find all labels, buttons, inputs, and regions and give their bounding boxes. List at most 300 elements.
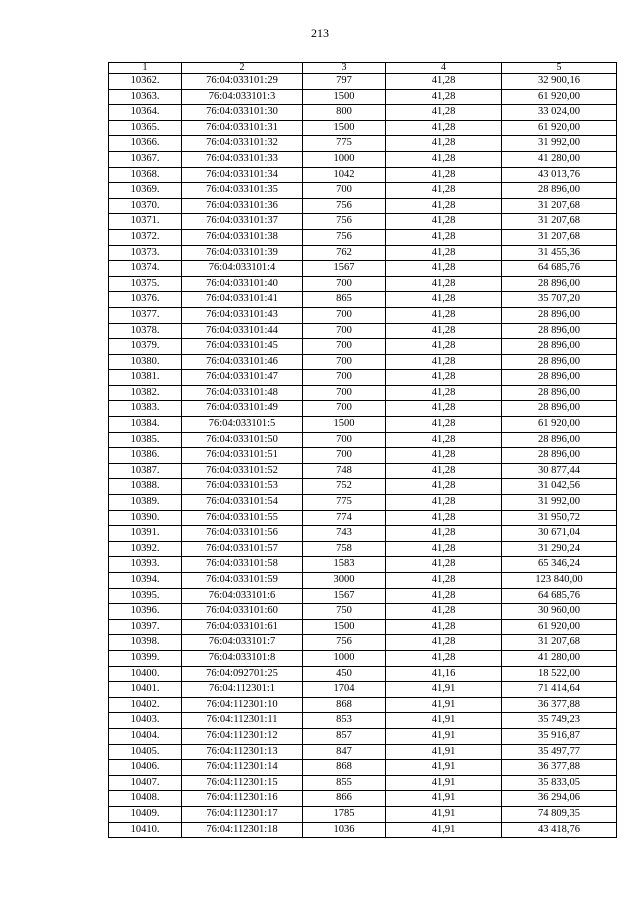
row-number-cell: 10395. bbox=[109, 588, 182, 604]
cadastral-number-cell: 76:04:033101:43 bbox=[182, 307, 303, 323]
row-number-cell: 10380. bbox=[109, 354, 182, 370]
table-row bbox=[109, 526, 617, 542]
rate-cell: 41,28 bbox=[386, 370, 502, 386]
amount-cell: 18 522,00 bbox=[502, 666, 617, 682]
row-number-cell: 10371. bbox=[109, 214, 182, 230]
cadastral-number-cell: 76:04:033101:37 bbox=[182, 214, 303, 230]
rate-cell: 41,28 bbox=[386, 588, 502, 604]
row-number-cell: 10373. bbox=[109, 245, 182, 261]
area-cell: 750 bbox=[303, 604, 386, 620]
table-row bbox=[109, 448, 617, 464]
cadastral-number-cell: 76:04:033101:39 bbox=[182, 245, 303, 261]
table-row bbox=[109, 432, 617, 448]
rate-cell: 41,28 bbox=[386, 385, 502, 401]
rate-cell: 41,91 bbox=[386, 806, 502, 822]
area-cell: 1000 bbox=[303, 151, 386, 167]
table-row bbox=[109, 479, 617, 495]
header-row bbox=[109, 63, 617, 74]
row-number-cell: 10387. bbox=[109, 463, 182, 479]
column-header-5: 5 bbox=[502, 63, 617, 74]
area-cell: 1500 bbox=[303, 89, 386, 105]
table-row bbox=[109, 510, 617, 526]
amount-cell: 74 809,35 bbox=[502, 806, 617, 822]
amount-cell: 28 896,00 bbox=[502, 183, 617, 199]
table-row bbox=[109, 245, 617, 261]
rate-cell: 41,91 bbox=[386, 713, 502, 729]
amount-cell: 41 280,00 bbox=[502, 650, 617, 666]
amount-cell: 35 833,05 bbox=[502, 775, 617, 791]
area-cell: 855 bbox=[303, 775, 386, 791]
cadastral-number-cell: 76:04:033101:30 bbox=[182, 105, 303, 121]
table-row bbox=[109, 167, 617, 183]
rate-cell: 41,28 bbox=[386, 510, 502, 526]
amount-cell: 31 207,68 bbox=[502, 635, 617, 651]
amount-cell: 36 377,88 bbox=[502, 697, 617, 713]
row-number-cell: 10393. bbox=[109, 557, 182, 573]
table-row bbox=[109, 229, 617, 245]
cadastral-number-cell: 76:04:033101:34 bbox=[182, 167, 303, 183]
area-cell: 758 bbox=[303, 541, 386, 557]
area-cell: 865 bbox=[303, 292, 386, 308]
amount-cell: 35 749,23 bbox=[502, 713, 617, 729]
rate-cell: 41,91 bbox=[386, 728, 502, 744]
row-number-cell: 10386. bbox=[109, 448, 182, 464]
rate-cell: 41,28 bbox=[386, 276, 502, 292]
table-row bbox=[109, 339, 617, 355]
row-number-cell: 10370. bbox=[109, 198, 182, 214]
amount-cell: 36 377,88 bbox=[502, 760, 617, 776]
row-number-cell: 10365. bbox=[109, 120, 182, 136]
row-number-cell: 10378. bbox=[109, 323, 182, 339]
row-number-cell: 10363. bbox=[109, 89, 182, 105]
cadastral-number-cell: 76:04:033101:3 bbox=[182, 89, 303, 105]
area-cell: 775 bbox=[303, 136, 386, 152]
area-cell: 868 bbox=[303, 760, 386, 776]
cadastral-number-cell: 76:04:033101:47 bbox=[182, 370, 303, 386]
rate-cell: 41,28 bbox=[386, 323, 502, 339]
area-cell: 700 bbox=[303, 307, 386, 323]
column-header-2: 2 bbox=[182, 63, 303, 74]
column-header-1: 1 bbox=[109, 63, 182, 74]
table-row bbox=[109, 650, 617, 666]
area-cell: 1500 bbox=[303, 417, 386, 433]
row-number-cell: 10374. bbox=[109, 261, 182, 277]
area-cell: 800 bbox=[303, 105, 386, 121]
cadastral-number-cell: 76:04:033101:4 bbox=[182, 261, 303, 277]
rate-cell: 41,28 bbox=[386, 214, 502, 230]
area-cell: 3000 bbox=[303, 573, 386, 589]
table-row bbox=[109, 775, 617, 791]
cadastral-number-cell: 76:04:112301:17 bbox=[182, 806, 303, 822]
area-cell: 756 bbox=[303, 635, 386, 651]
amount-cell: 28 896,00 bbox=[502, 354, 617, 370]
page-number: 213 bbox=[311, 26, 329, 40]
row-number-cell: 10407. bbox=[109, 775, 182, 791]
area-cell: 1785 bbox=[303, 806, 386, 822]
table-row bbox=[109, 463, 617, 479]
rate-cell: 41,28 bbox=[386, 479, 502, 495]
rate-cell: 41,28 bbox=[386, 229, 502, 245]
row-number-cell: 10367. bbox=[109, 151, 182, 167]
area-cell: 743 bbox=[303, 526, 386, 542]
rate-cell: 41,28 bbox=[386, 541, 502, 557]
row-number-cell: 10366. bbox=[109, 136, 182, 152]
cadastral-number-cell: 76:04:033101:8 bbox=[182, 650, 303, 666]
area-cell: 700 bbox=[303, 354, 386, 370]
area-cell: 1704 bbox=[303, 682, 386, 698]
table-row bbox=[109, 323, 617, 339]
cadastral-number-cell: 76:04:033101:33 bbox=[182, 151, 303, 167]
area-cell: 700 bbox=[303, 339, 386, 355]
area-cell: 1042 bbox=[303, 167, 386, 183]
cadastral-number-cell: 76:04:033101:35 bbox=[182, 183, 303, 199]
area-cell: 700 bbox=[303, 401, 386, 417]
table-row bbox=[109, 557, 617, 573]
table-row bbox=[109, 822, 617, 838]
rate-cell: 41,28 bbox=[386, 463, 502, 479]
amount-cell: 65 346,24 bbox=[502, 557, 617, 573]
rate-cell: 41,28 bbox=[386, 307, 502, 323]
cadastral-number-cell: 76:04:033101:41 bbox=[182, 292, 303, 308]
amount-cell: 31 992,00 bbox=[502, 136, 617, 152]
amount-cell: 64 685,76 bbox=[502, 261, 617, 277]
cadastral-number-cell: 76:04:112301:15 bbox=[182, 775, 303, 791]
cadastral-number-cell: 76:04:033101:53 bbox=[182, 479, 303, 495]
cadastral-number-cell: 76:04:112301:18 bbox=[182, 822, 303, 838]
row-number-cell: 10402. bbox=[109, 697, 182, 713]
amount-cell: 33 024,00 bbox=[502, 105, 617, 121]
area-cell: 1000 bbox=[303, 650, 386, 666]
table-row bbox=[109, 292, 617, 308]
table-row bbox=[109, 791, 617, 807]
area-cell: 700 bbox=[303, 323, 386, 339]
area-cell: 700 bbox=[303, 183, 386, 199]
table-row bbox=[109, 74, 617, 90]
area-cell: 866 bbox=[303, 791, 386, 807]
table-row bbox=[109, 541, 617, 557]
table-row bbox=[109, 151, 617, 167]
row-number-cell: 10394. bbox=[109, 573, 182, 589]
table-row bbox=[109, 713, 617, 729]
table-row bbox=[109, 417, 617, 433]
row-number-cell: 10362. bbox=[109, 74, 182, 90]
rate-cell: 41,28 bbox=[386, 526, 502, 542]
area-cell: 756 bbox=[303, 229, 386, 245]
cadastral-number-cell: 76:04:033101:32 bbox=[182, 136, 303, 152]
row-number-cell: 10399. bbox=[109, 650, 182, 666]
row-number-cell: 10376. bbox=[109, 292, 182, 308]
cadastral-number-cell: 76:04:033101:57 bbox=[182, 541, 303, 557]
table-row bbox=[109, 697, 617, 713]
rate-cell: 41,28 bbox=[386, 573, 502, 589]
area-cell: 700 bbox=[303, 276, 386, 292]
amount-cell: 31 207,68 bbox=[502, 229, 617, 245]
amount-cell: 35 707,20 bbox=[502, 292, 617, 308]
area-cell: 847 bbox=[303, 744, 386, 760]
table-row bbox=[109, 495, 617, 511]
column-header-3: 3 bbox=[303, 63, 386, 74]
data-table bbox=[108, 62, 617, 838]
amount-cell: 31 992,00 bbox=[502, 495, 617, 511]
rate-cell: 41,91 bbox=[386, 760, 502, 776]
rate-cell: 41,28 bbox=[386, 432, 502, 448]
amount-cell: 31 950,72 bbox=[502, 510, 617, 526]
rate-cell: 41,91 bbox=[386, 697, 502, 713]
amount-cell: 61 920,00 bbox=[502, 120, 617, 136]
area-cell: 797 bbox=[303, 74, 386, 90]
rate-cell: 41,28 bbox=[386, 650, 502, 666]
amount-cell: 28 896,00 bbox=[502, 370, 617, 386]
row-number-cell: 10410. bbox=[109, 822, 182, 838]
area-cell: 700 bbox=[303, 448, 386, 464]
row-number-cell: 10398. bbox=[109, 635, 182, 651]
cadastral-number-cell: 76:04:112301:10 bbox=[182, 697, 303, 713]
row-number-cell: 10388. bbox=[109, 479, 182, 495]
cadastral-number-cell: 76:04:033101:29 bbox=[182, 74, 303, 90]
amount-cell: 31 042,56 bbox=[502, 479, 617, 495]
amount-cell: 31 455,36 bbox=[502, 245, 617, 261]
amount-cell: 61 920,00 bbox=[502, 89, 617, 105]
rate-cell: 41,28 bbox=[386, 604, 502, 620]
amount-cell: 61 920,00 bbox=[502, 619, 617, 635]
row-number-cell: 10364. bbox=[109, 105, 182, 121]
row-number-cell: 10390. bbox=[109, 510, 182, 526]
area-cell: 868 bbox=[303, 697, 386, 713]
table-row bbox=[109, 385, 617, 401]
rate-cell: 41,91 bbox=[386, 791, 502, 807]
area-cell: 1500 bbox=[303, 619, 386, 635]
row-number-cell: 10391. bbox=[109, 526, 182, 542]
table-row bbox=[109, 744, 617, 760]
cadastral-number-cell: 76:04:033101:38 bbox=[182, 229, 303, 245]
table-row bbox=[109, 307, 617, 323]
row-number-cell: 10408. bbox=[109, 791, 182, 807]
area-cell: 700 bbox=[303, 432, 386, 448]
rate-cell: 41,28 bbox=[386, 261, 502, 277]
cadastral-number-cell: 76:04:033101:61 bbox=[182, 619, 303, 635]
table-header bbox=[109, 63, 617, 74]
amount-cell: 28 896,00 bbox=[502, 307, 617, 323]
amount-cell: 28 896,00 bbox=[502, 385, 617, 401]
table-row bbox=[109, 183, 617, 199]
row-number-cell: 10403. bbox=[109, 713, 182, 729]
cadastral-number-cell: 76:04:112301:1 bbox=[182, 682, 303, 698]
row-number-cell: 10372. bbox=[109, 229, 182, 245]
cadastral-number-cell: 76:04:033101:49 bbox=[182, 401, 303, 417]
rate-cell: 41,28 bbox=[386, 557, 502, 573]
amount-cell: 123 840,00 bbox=[502, 573, 617, 589]
rate-cell: 41,28 bbox=[386, 136, 502, 152]
cadastral-number-cell: 76:04:112301:12 bbox=[182, 728, 303, 744]
table-row bbox=[109, 136, 617, 152]
row-number-cell: 10389. bbox=[109, 495, 182, 511]
cadastral-number-cell: 76:04:033101:5 bbox=[182, 417, 303, 433]
row-number-cell: 10369. bbox=[109, 183, 182, 199]
rate-cell: 41,28 bbox=[386, 167, 502, 183]
row-number-cell: 10406. bbox=[109, 760, 182, 776]
rate-cell: 41,28 bbox=[386, 401, 502, 417]
area-cell: 775 bbox=[303, 495, 386, 511]
amount-cell: 71 414,64 bbox=[502, 682, 617, 698]
table-row bbox=[109, 370, 617, 386]
amount-cell: 41 280,00 bbox=[502, 151, 617, 167]
rate-cell: 41,28 bbox=[386, 448, 502, 464]
rate-cell: 41,28 bbox=[386, 354, 502, 370]
amount-cell: 30 960,00 bbox=[502, 604, 617, 620]
table-row bbox=[109, 604, 617, 620]
cadastral-number-cell: 76:04:033101:6 bbox=[182, 588, 303, 604]
area-cell: 756 bbox=[303, 214, 386, 230]
table-row bbox=[109, 588, 617, 604]
table-row bbox=[109, 806, 617, 822]
amount-cell: 64 685,76 bbox=[502, 588, 617, 604]
table-row bbox=[109, 198, 617, 214]
cadastral-number-cell: 76:04:033101:56 bbox=[182, 526, 303, 542]
rate-cell: 41,28 bbox=[386, 339, 502, 355]
cadastral-number-cell: 76:04:112301:14 bbox=[182, 760, 303, 776]
rate-cell: 41,16 bbox=[386, 666, 502, 682]
rate-cell: 41,28 bbox=[386, 198, 502, 214]
cadastral-number-cell: 76:04:033101:40 bbox=[182, 276, 303, 292]
cadastral-number-cell: 76:04:033101:36 bbox=[182, 198, 303, 214]
amount-cell: 30 671,04 bbox=[502, 526, 617, 542]
row-number-cell: 10396. bbox=[109, 604, 182, 620]
cadastral-number-cell: 76:04:033101:58 bbox=[182, 557, 303, 573]
cadastral-number-cell: 76:04:033101:54 bbox=[182, 495, 303, 511]
cadastral-number-cell: 76:04:112301:16 bbox=[182, 791, 303, 807]
row-number-cell: 10377. bbox=[109, 307, 182, 323]
row-number-cell: 10382. bbox=[109, 385, 182, 401]
cadastral-number-cell: 76:04:033101:46 bbox=[182, 354, 303, 370]
amount-cell: 32 900,16 bbox=[502, 74, 617, 90]
table-row bbox=[109, 89, 617, 105]
amount-cell: 28 896,00 bbox=[502, 448, 617, 464]
row-number-cell: 10400. bbox=[109, 666, 182, 682]
amount-cell: 28 896,00 bbox=[502, 323, 617, 339]
cadastral-number-cell: 76:04:033101:51 bbox=[182, 448, 303, 464]
cadastral-number-cell: 76:04:033101:44 bbox=[182, 323, 303, 339]
area-cell: 450 bbox=[303, 666, 386, 682]
rate-cell: 41,28 bbox=[386, 183, 502, 199]
area-cell: 774 bbox=[303, 510, 386, 526]
column-header-4: 4 bbox=[386, 63, 502, 74]
rate-cell: 41,28 bbox=[386, 495, 502, 511]
rate-cell: 41,28 bbox=[386, 74, 502, 90]
amount-cell: 36 294,06 bbox=[502, 791, 617, 807]
table-row bbox=[109, 760, 617, 776]
row-number-cell: 10379. bbox=[109, 339, 182, 355]
table-row bbox=[109, 682, 617, 698]
cadastral-number-cell: 76:04:092701:25 bbox=[182, 666, 303, 682]
table-row bbox=[109, 401, 617, 417]
row-number-cell: 10383. bbox=[109, 401, 182, 417]
rate-cell: 41,28 bbox=[386, 417, 502, 433]
amount-cell: 31 207,68 bbox=[502, 214, 617, 230]
cadastral-number-cell: 76:04:033101:60 bbox=[182, 604, 303, 620]
amount-cell: 28 896,00 bbox=[502, 276, 617, 292]
cadastral-number-cell: 76:04:033101:7 bbox=[182, 635, 303, 651]
amount-cell: 30 877,44 bbox=[502, 463, 617, 479]
area-cell: 752 bbox=[303, 479, 386, 495]
table-row bbox=[109, 573, 617, 589]
table-row bbox=[109, 261, 617, 277]
cadastral-number-cell: 76:04:033101:45 bbox=[182, 339, 303, 355]
amount-cell: 31 290,24 bbox=[502, 541, 617, 557]
amount-cell: 35 497,77 bbox=[502, 744, 617, 760]
area-cell: 700 bbox=[303, 370, 386, 386]
cadastral-number-cell: 76:04:033101:59 bbox=[182, 573, 303, 589]
rate-cell: 41,91 bbox=[386, 775, 502, 791]
rate-cell: 41,91 bbox=[386, 744, 502, 760]
rate-cell: 41,28 bbox=[386, 105, 502, 121]
area-cell: 853 bbox=[303, 713, 386, 729]
area-cell: 756 bbox=[303, 198, 386, 214]
row-number-cell: 10381. bbox=[109, 370, 182, 386]
row-number-cell: 10384. bbox=[109, 417, 182, 433]
row-number-cell: 10405. bbox=[109, 744, 182, 760]
row-number-cell: 10397. bbox=[109, 619, 182, 635]
area-cell: 1567 bbox=[303, 588, 386, 604]
cadastral-number-cell: 76:04:112301:11 bbox=[182, 713, 303, 729]
row-number-cell: 10385. bbox=[109, 432, 182, 448]
area-cell: 748 bbox=[303, 463, 386, 479]
area-cell: 857 bbox=[303, 728, 386, 744]
amount-cell: 28 896,00 bbox=[502, 401, 617, 417]
cadastral-number-cell: 76:04:033101:52 bbox=[182, 463, 303, 479]
area-cell: 762 bbox=[303, 245, 386, 261]
table-row bbox=[109, 120, 617, 136]
table-row bbox=[109, 728, 617, 744]
area-cell: 1583 bbox=[303, 557, 386, 573]
rate-cell: 41,28 bbox=[386, 635, 502, 651]
table-row bbox=[109, 619, 617, 635]
row-number-cell: 10392. bbox=[109, 541, 182, 557]
row-number-cell: 10409. bbox=[109, 806, 182, 822]
cadastral-number-cell: 76:04:112301:13 bbox=[182, 744, 303, 760]
area-cell: 1036 bbox=[303, 822, 386, 838]
amount-cell: 43 418,76 bbox=[502, 822, 617, 838]
table-row bbox=[109, 214, 617, 230]
amount-cell: 61 920,00 bbox=[502, 417, 617, 433]
amount-cell: 31 207,68 bbox=[502, 198, 617, 214]
rate-cell: 41,28 bbox=[386, 619, 502, 635]
area-cell: 700 bbox=[303, 385, 386, 401]
rate-cell: 41,28 bbox=[386, 120, 502, 136]
table-row bbox=[109, 354, 617, 370]
amount-cell: 43 013,76 bbox=[502, 167, 617, 183]
table-row bbox=[109, 666, 617, 682]
table-row bbox=[109, 635, 617, 651]
row-number-cell: 10375. bbox=[109, 276, 182, 292]
rate-cell: 41,28 bbox=[386, 151, 502, 167]
amount-cell: 28 896,00 bbox=[502, 339, 617, 355]
cadastral-number-cell: 76:04:033101:55 bbox=[182, 510, 303, 526]
table-body bbox=[109, 74, 617, 838]
row-number-cell: 10404. bbox=[109, 728, 182, 744]
rate-cell: 41,91 bbox=[386, 682, 502, 698]
rate-cell: 41,28 bbox=[386, 292, 502, 308]
rate-cell: 41,28 bbox=[386, 89, 502, 105]
cadastral-number-cell: 76:04:033101:31 bbox=[182, 120, 303, 136]
rate-cell: 41,91 bbox=[386, 822, 502, 838]
rate-cell: 41,28 bbox=[386, 245, 502, 261]
cadastral-number-cell: 76:04:033101:48 bbox=[182, 385, 303, 401]
table-row bbox=[109, 276, 617, 292]
row-number-cell: 10401. bbox=[109, 682, 182, 698]
area-cell: 1500 bbox=[303, 120, 386, 136]
amount-cell: 35 916,87 bbox=[502, 728, 617, 744]
area-cell: 1567 bbox=[303, 261, 386, 277]
